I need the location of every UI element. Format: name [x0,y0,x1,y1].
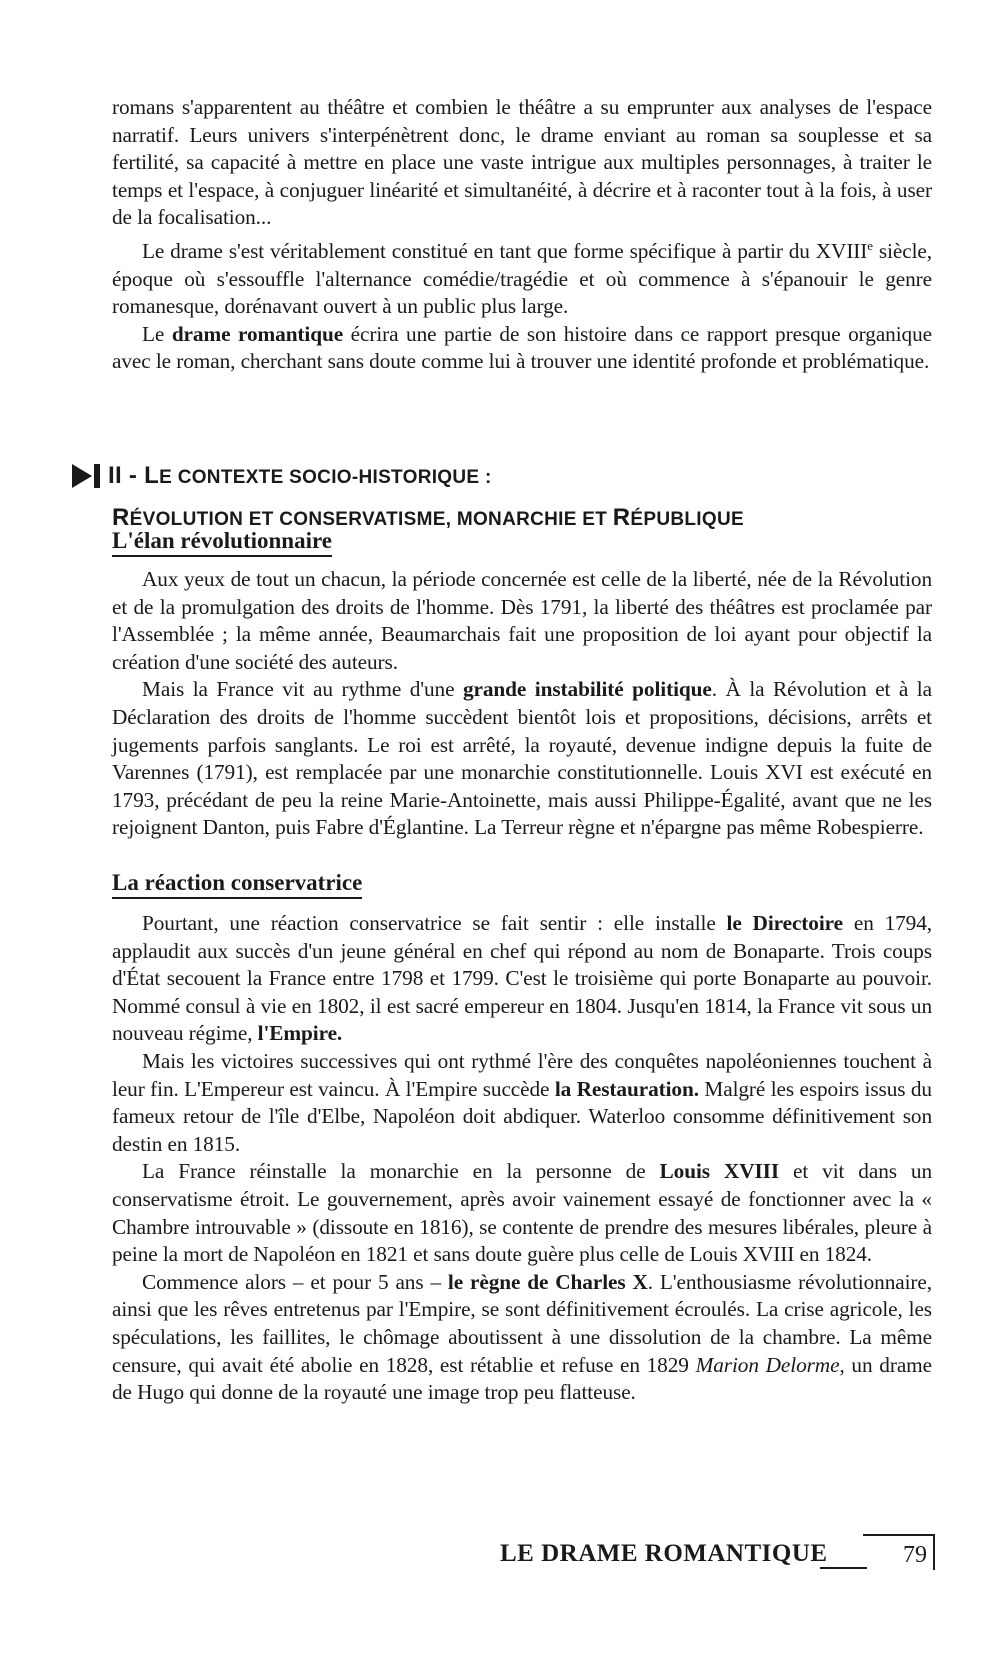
play-arrow-icon [72,464,92,488]
elan-block [112,566,932,842]
intro-block [112,94,932,376]
running-title: LE DRAME ROMANTIQUE [500,1540,828,1567]
reaction-paragraph-4: Commence alors – et pour 5 ans – le règne de Charles X. L'enthousiasme révolutionnaire, ainsi que les rêves entretenus par l'Empire, se sont définitivement écroulés. La crise agricole, les spéculations, les faillites, le chômage aboutissent à une dissolution de la chambre. La même censure, qui avait été abolie en 1828, est rétablie et refuse en 1829 Marion Delorme, un drame de Hugo qui donne de la royauté une image trop peu flatteuse. [112,1269,932,1405]
subheading-reaction: La réaction conservatrice [112,868,362,898]
section-heading-line-1: II - LE CONTEXTE SOCIO-HISTORIQUE : [72,456,932,498]
bar-icon [94,464,100,488]
intro-paragraph-1: romans s'apparentent au théâtre et combien le théâtre a su emprunter aux analyses de l'espace narratif. Leurs univers s'interpénètrent donc, le drame enviant au roman sa souplesse et sa fertilité, sa capacité à mettre en place une vaste intrigue aux multiples personnages, à traiter le temps et l'espace, à conjuguer linéarité et simultanéité, à décrire et à raconter tout à la fois, à user de la focalisation... [112,95,932,230]
subheading-elan: L'élan révolutionnaire [112,526,332,556]
page-footer [500,1534,935,1578]
elan-paragraph-1: Aux yeux de tout un chacun, la période concernée est celle de la liberté, née de la Révolution et de la promulgation des droits de l'homme. Dès 1791, la liberté des théâtres est proclamée par l'Assemblée ; la même année, Beaumarchais fait une proposition de loi ayant pour objectif la création d'une société des auteurs. [112,567,932,674]
intro-paragraph-2: Le drame s'est véritablement constitué en tant que forme spécifique à partir du XVIIIe siècle, époque où s'essouffle l'alternance comédie/tragédie et où commence à s'épanouir le genre romanesque, dorénavant ouvert à un public plus large. [112,237,932,319]
elan-paragraph-2: Mais la France vit au rythme d'une grande instabilité politique. À la Révolution et à la Déclaration des droits de l'homme succèdent bientôt lois et propositions, décisions, arrêts et jugements parfois sanglants. Le roi est arrêté, la royauté, devenue indigne depuis la fuite de Varennes (1791), est remplacée par une monarchie constitutionnelle. Louis XVI est exécuté en 1793, précédant de peu la reine Marie-Antoinette, mais aussi Philippe-Égalité, avant que ne les rejoignent Danton, puis Fabre d'Églantine. La Terreur règne et n'épargne pas même Robespierre. [112,677,932,840]
reaction-paragraph-3: La France réinstalle la monarchie en la personne de Louis XVIII et vit dans un conservatisme étroit. Le gouvernement, après avoir vainement essayé de fonctionner avec la « Chambre introuvable » (dissoute en 1816), se contente de prendre des mesures libérales, pleure à peine la mort de Napoléon en 1821 et sans doute guère plus celle de Louis XVIII en 1824. [112,1159,932,1267]
section-heading-line-2: RÉVOLUTION ET CONSERVATISME, MONARCHIE ET RÉPUBLIQUE [112,504,744,531]
intro-paragraph-3: Le drame romantique écrira une partie de son histoire dans ce rapport presque organique avec le roman, cherchant sans doute comme lui à trouver une identité profonde et problématique. [112,321,932,374]
reaction-paragraph-2: Mais les victoires successives qui ont rythmé l'ère des conquêtes napoléoniennes touchent à leur fin. L'Empereur est vaincu. À l'Empire succède la Restauration. Malgré les espoirs issus du fameux retour de l'île d'Elbe, Napoléon doit abdiquer. Waterloo consomme définitivement son destin en 1815. [112,1048,932,1156]
footer-rule [820,1567,867,1569]
page-number-box [863,1534,935,1570]
reaction-paragraph-1: Pourtant, une réaction conservatrice se fait sentir : elle installe le Directoire en 1794, applaudit aux succès d'un jeune général en chef qui répond au nom de Bonaparte. Trois coups d'État secouent la France entre 1798 et 1799. C'est le troisième qui porte Bonaparte au pouvoir. Nommé consul à vie en 1802, il est sacré empereur en 1804. Jusqu'en 1814, la France vit sous un nouveau régime, l'Empire. [112,911,932,1046]
reaction-block [112,910,932,1407]
page-number: 79 [903,1542,927,1568]
